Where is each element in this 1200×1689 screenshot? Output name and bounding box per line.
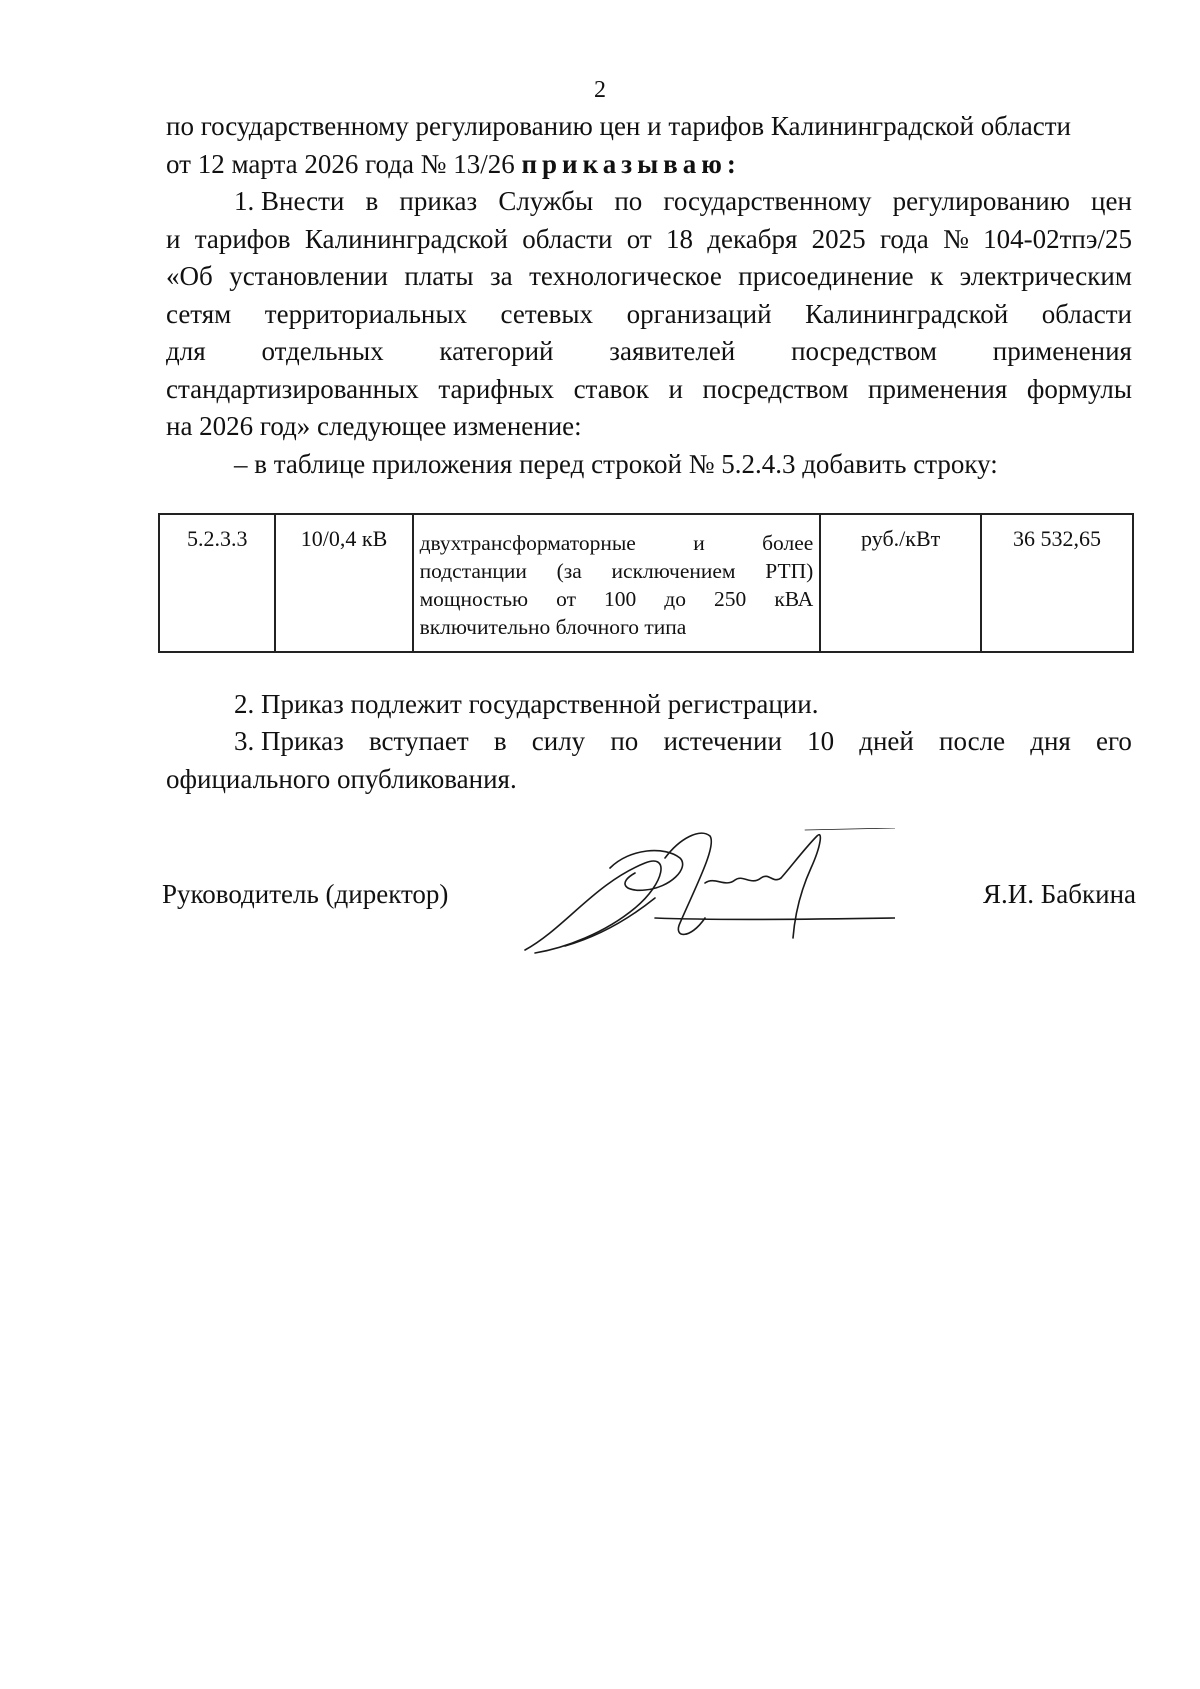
word: применения [868, 373, 1008, 404]
item-3-line-2: официального опубликования. [166, 763, 517, 794]
word: области [1041, 298, 1132, 329]
item-1-line [166, 183, 1132, 221]
word: для [166, 336, 206, 366]
value-cell: 36 532,65 [981, 514, 1133, 652]
item-1-subitem: – в таблице приложения перед строкой № 5.2.4.3 добавить строку: [234, 448, 998, 479]
signatory-name: Я.И. Бабкина [983, 879, 1136, 909]
word: 3. Приказ [234, 726, 344, 756]
word: организаций [626, 298, 772, 329]
word: Калининградской [805, 298, 1009, 329]
item-1-lines [166, 183, 1132, 408]
item-1-line [166, 258, 1132, 296]
page-number: 2 [594, 77, 606, 103]
word: электрическим [959, 261, 1132, 291]
word: и [166, 223, 181, 254]
row-number-cell: 5.2.3.3 [159, 514, 275, 652]
word: установлении [229, 261, 388, 291]
word: тарифов [194, 223, 291, 254]
word: за [489, 261, 513, 291]
amendment-table [158, 513, 1134, 653]
word: стандартизированных [166, 373, 419, 404]
item-1-line [166, 371, 1132, 409]
word: сетевых [500, 298, 594, 329]
word: технологическое [529, 261, 722, 291]
word: присоединение [738, 261, 914, 291]
description-cell: двухтрансформаторные и более подстанции (за исключением РТП) мощностью от 100 до 250 кВА включительно блочного типа [413, 514, 821, 652]
item-3-line-1 [166, 723, 1132, 761]
word: цен [1091, 186, 1132, 216]
word: 1. Внести [234, 186, 345, 216]
word: № [943, 223, 969, 254]
word: его [1096, 726, 1132, 756]
word: платы [404, 261, 474, 291]
intro-line-1: по государственному регулированию цен и тарифов Калининградской области [166, 111, 1072, 141]
item-1-line [166, 333, 1132, 371]
word: декабря [707, 223, 798, 254]
word: формулы [1026, 373, 1132, 404]
word: ставок [573, 373, 649, 404]
item-1-line [166, 221, 1132, 259]
word: по [610, 726, 639, 756]
intro-paragraph [166, 108, 1132, 183]
word: посредством [702, 373, 849, 404]
word: отдельных [261, 336, 384, 366]
word: по [614, 186, 643, 216]
handwritten-signature [505, 828, 895, 968]
word: государственному [663, 186, 872, 216]
word: 2025 [811, 223, 866, 254]
word: сетям [166, 298, 232, 329]
word: истечении [663, 726, 782, 756]
item-1-line [166, 296, 1132, 334]
item-2-paragraph [166, 686, 1132, 724]
voltage-cell: 10/0,4 кВ [275, 514, 412, 652]
word: тарифных [438, 373, 554, 404]
word: категорий [439, 336, 554, 366]
word: области [522, 223, 613, 254]
word: силу [531, 726, 586, 756]
item-3-paragraph [166, 723, 1132, 798]
item-2-text: 2. Приказ подлежит государственной регистрации. [234, 689, 819, 719]
word: в [365, 186, 379, 216]
word: регулированию [892, 186, 1070, 216]
word: территориальных [264, 298, 468, 329]
item-1-last-line: на 2026 год» следующее изменение: [166, 411, 582, 441]
order-keyword: приказываю: [521, 148, 741, 179]
intro-line-2-text: от 12 марта 2026 года № 13/26 [166, 148, 522, 179]
unit-cell: руб./кВт [820, 514, 981, 652]
word: и [668, 373, 683, 404]
word: после [939, 726, 1006, 756]
word: 18 [666, 223, 694, 254]
table-row [159, 514, 1133, 652]
intro-line-2 [166, 146, 1132, 184]
word: дней [859, 726, 914, 756]
word: посредством [791, 336, 937, 366]
word: Службы [498, 186, 594, 216]
word: от [626, 223, 652, 254]
word: приказ [399, 186, 478, 216]
word: вступает [368, 726, 469, 756]
word: Калининградской [304, 223, 508, 254]
word: к [930, 261, 944, 291]
word: заявителей [609, 336, 736, 366]
word: 10 [807, 726, 835, 756]
word: 104-02тпэ/25 [983, 223, 1132, 254]
word: применения [992, 336, 1132, 366]
word: дня [1030, 726, 1071, 756]
word: в [493, 726, 507, 756]
signatory-title: Руководитель (директор) [162, 879, 449, 909]
word: года [879, 223, 929, 254]
word: «Об [166, 261, 213, 291]
item-1-paragraph [166, 183, 1132, 483]
